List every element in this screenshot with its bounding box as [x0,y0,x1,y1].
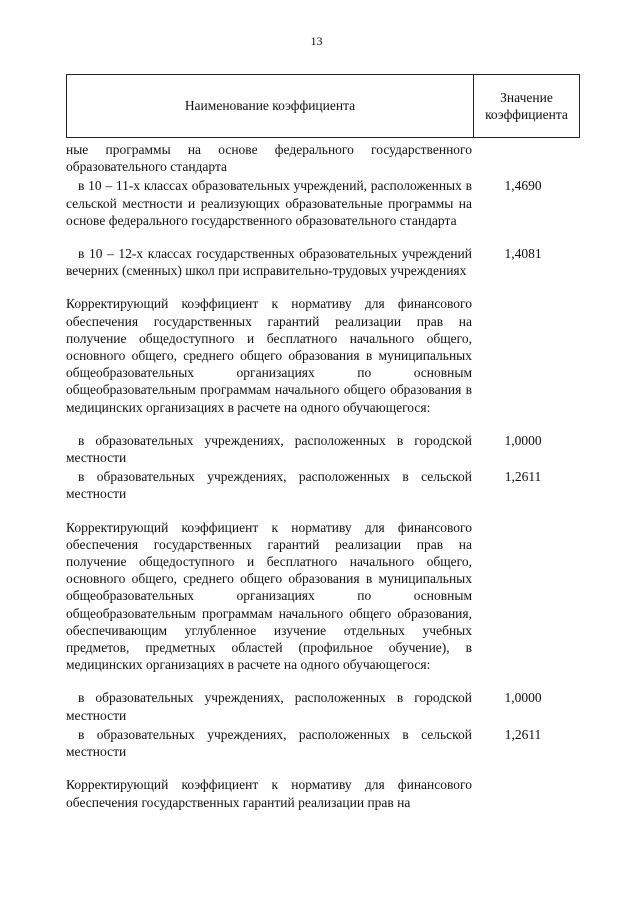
table-body [66,141,580,811]
row-text: в 10 – 11-х классах образовательных учреждений, расположенных в сельской местности и реализующих образовательные программы на основе федерального государственного образовательного стандарта [66,178,472,228]
table-row [66,295,580,415]
table-row [66,245,580,279]
row-value: 1,2611 [504,469,542,485]
table-row [66,468,580,502]
row-text: Корректирующий коэффициент к нормативу для финансового обеспечения государственных гарантий реализации прав на [66,777,472,810]
page-number: 13 [310,34,323,48]
row-text: ные программы на основе федерального государственного образовательного стандарта [66,142,472,175]
row-value: 1,0000 [504,432,542,448]
header-value-column [474,75,579,137]
row-text: Корректирующий коэффициент к нормативу для финансового обеспечения государственных гарантий реализации прав на получение общедоступного и бесплатного начального общего, основного общего, среднего общего образования в муниципальных общеобразовательных организациях по основным общеобразовательным программам начального общего образования, обеспечивающим углубленное изучение отдельных учебных предметов, предметных областей (профильное обучение), в медицинских организациях в расчете на одного обучающегося: [66,519,472,673]
table-row [66,141,580,175]
table-header [66,74,580,138]
header-value-line2: коэффициента [485,107,568,122]
row-text: Корректирующий коэффициент к нормативу для финансового обеспечения государственных гарантий реализации прав на получение общедоступного и бесплатного начального общего, основного общего, среднего общего образования в муниципальных общеобразовательных организациях по основным общеобразовательным программам начального общего образования в медицинских организациях в расчете на одного обучающегося: [66,296,472,415]
header-value-line1: Значение [500,90,553,105]
row-text: в образовательных учреждениях, расположенных в городской местности [66,690,472,723]
row-value [472,519,580,674]
table-row [66,726,580,760]
row-text: в образовательных учреждениях, расположенных в сельской местности [66,469,472,502]
row-text: в образовательных учреждениях, расположенных в сельской местности [66,726,472,760]
row-value [472,776,580,810]
row-value [472,295,580,415]
table-row [66,689,580,723]
row-value [472,141,580,175]
header-name-column: Наименование коэффициента [67,75,474,137]
table-row [66,776,580,810]
row-text: в 10 – 12-х классах государственных образовательных учреждений вечерних (сменных) школ при исправительно-трудовых учреждениях [66,246,472,279]
row-value: 1,0000 [504,690,542,706]
row-value: 1,4690 [504,178,542,194]
row-value: 1,4081 [504,246,542,262]
row-value: 1,2611 [504,726,542,742]
table-row [66,177,580,229]
table-row [66,519,580,674]
row-text: в образовательных учреждениях, расположенных в городской местности [66,432,472,466]
table-row [66,432,580,466]
